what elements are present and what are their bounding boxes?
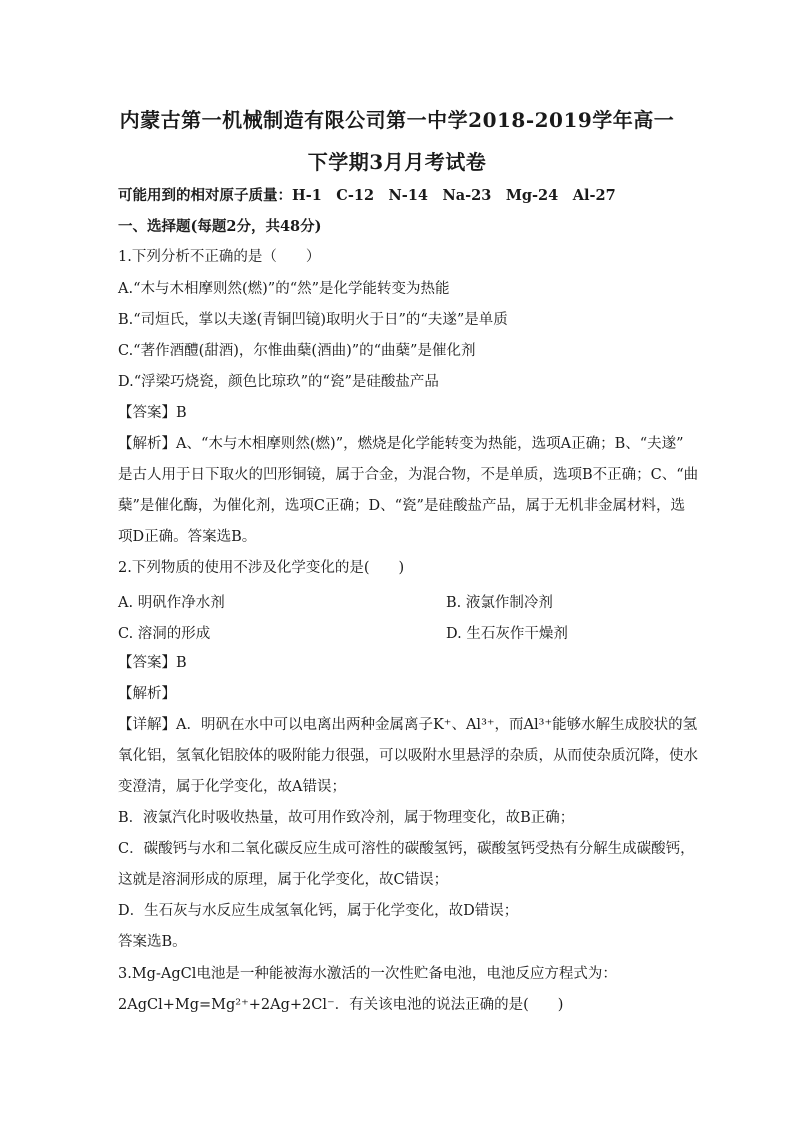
question-2-analysis-label: 【解析】 xyxy=(118,686,176,702)
question-2-detail: 氧化铝，氢氧化铝胶体的吸附能力很强，可以吸附水里悬浮的杂质，从而使杂质沉降，使水 xyxy=(118,748,698,764)
question-2-detail: 变澄清，属于化学变化，故A错误； xyxy=(118,779,346,795)
atomic-mass-note: 可能用到的相对原子质量：H-1 C-12 N-14 Na-23 Mg-24 Al-27 xyxy=(118,187,616,204)
question-1-answer: 【答案】B xyxy=(118,405,187,421)
question-3-stem: 3.Mg-AgCl电池是一种能被海水激活的一次性贮备电池，电池反应方程式为： xyxy=(118,966,617,982)
question-2-detail: B．液氯汽化时吸收热量，故可用作致冷剂，属于物理变化，故B正确； xyxy=(118,810,575,826)
question-2-detail: 答案选B。 xyxy=(118,934,187,950)
question-2-option-d: D. 生石灰作干燥剂 xyxy=(446,626,568,642)
section-heading: 一、选择题(每题2分，共48分) xyxy=(118,218,322,235)
question-1-explanation: 【解析】A、“木与木相摩则然(燃)”，燃烧是化学能转变为热能，选项A正确；B、“夫遂” xyxy=(118,436,684,452)
question-2-option-a: A. 明矾作净水剂 xyxy=(118,595,225,611)
exam-title-line1: 内蒙古第一机械制造有限公司第一中学2018-2019学年高一 xyxy=(119,108,675,132)
question-1-option-c: C.“著作酒醴(甜酒)，尔惟曲蘖(酒曲)”的“曲蘖”是催化剂 xyxy=(118,343,476,359)
question-2-detail: 这就是溶洞形成的原理，属于化学变化，故C错误； xyxy=(118,872,449,888)
question-2-detail: 【详解】A．明矾在水中可以电离出两种金属离子K⁺、Al³⁺，而Al³⁺能够水解生成胶状的氢 xyxy=(118,717,698,733)
question-2-option-b: B. 液氯作制冷剂 xyxy=(446,595,553,611)
question-2-answer: 【答案】B xyxy=(118,655,187,671)
question-1-explanation: 蘖”是催化酶，为催化剂，选项C正确；D、“瓷”是硅酸盐产品，属于无机非金属材料，选 xyxy=(118,498,685,514)
question-1-explanation: 是古人用于日下取火的凹形铜镜，属于合金，为混合物，不是单质，选项B不正确；C、“曲 xyxy=(118,467,699,483)
question-2-detail: D．生石灰与水反应生成氢氧化钙，属于化学变化，故D错误； xyxy=(118,903,519,919)
question-3-stem: 2AgCl+Mg=Mg²⁺+2Ag+2Cl⁻．有关该电池的说法正确的是( ) xyxy=(118,997,564,1013)
exam-title-line2: 下学期3月月考试卷 xyxy=(307,150,487,174)
question-2-option-c: C. 溶洞的形成 xyxy=(118,626,211,642)
question-1-stem: 1.下列分析不正确的是（ ） xyxy=(118,249,321,265)
question-2-detail: C．碳酸钙与水和二氧化碳反应生成可溶性的碳酸氢钙，碳酸氢钙受热有分解生成碳酸钙， xyxy=(118,841,695,857)
question-1-option-d: D.“浮梁巧烧瓷，颜色比琼玖”的“瓷”是硅酸盐产品 xyxy=(118,374,439,390)
question-1-option-b: B.“司烜氏，掌以夫遂(青铜凹镜)取明火于日”的“夫遂”是单质 xyxy=(118,312,508,328)
question-1-explanation: 项D正确。答案选B。 xyxy=(118,529,257,545)
question-2-stem: 2.下列物质的使用不涉及化学变化的是( ) xyxy=(118,560,405,576)
question-1-option-a: A.“木与木相摩则然(燃)”的“然”是化学能转变为热能 xyxy=(118,281,450,297)
